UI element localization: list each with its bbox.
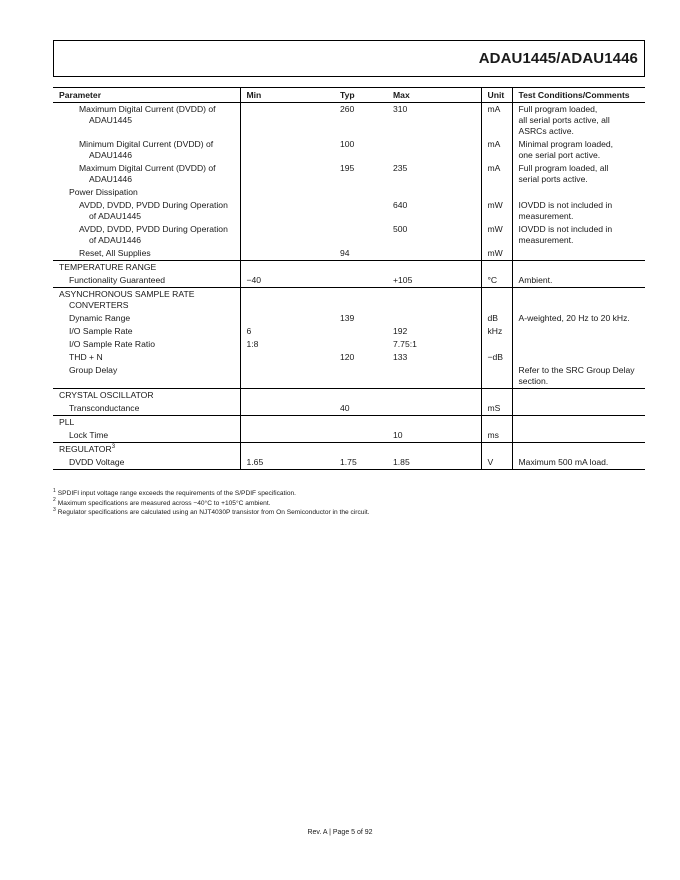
max-cell: 310 [393,104,408,114]
typ-cell [334,429,387,443]
unit-cell: dB [481,312,512,325]
table-section-row [53,261,645,275]
min-cell [240,103,334,139]
max-cell [387,312,481,325]
min-cell [240,138,334,162]
table-row [53,223,645,247]
max-cell [387,247,481,261]
table-row [53,274,645,288]
table-row [53,199,645,223]
conditions-cell [512,429,645,443]
section-label: CRYSTAL OSCILLATOR [53,389,240,403]
parameter-cell: Dynamic Range [69,313,131,323]
min-cell: 1:8 [240,338,334,351]
max-cell [387,138,481,162]
table-row [53,312,645,325]
unit-cell [481,364,512,389]
min-cell [240,351,334,364]
document-title: ADAU1445/ADAU1446 [478,50,638,67]
min-cell: 1.65 [240,456,334,470]
conditions-cell [512,247,645,261]
unit-cell: ms [481,429,512,443]
max-cell [387,402,481,416]
min-cell [240,162,334,186]
max-cell: +105 [393,275,413,285]
typ-cell: 120 [340,352,355,362]
min-cell [240,247,334,261]
unit-cell: mW [481,199,512,223]
conditions-cell: IOVDD is not included in measurement. [512,223,645,247]
conditions-cell: Full program loaded, all serial ports active. [512,162,645,186]
parameter-cell: AVDD, DVDD, PVDD During Operation of ADAU1445 [79,200,228,221]
table-row [53,186,645,199]
page-footer: Rev. A | Page 5 of 92 [307,829,373,836]
max-cell [387,364,481,389]
column-header-parameter: Parameter [53,88,240,103]
parameter-cell: Functionality Guaranteed [69,275,166,285]
typ-cell [334,223,387,247]
unit-cell: mA [481,138,512,162]
table-header-row [53,88,645,103]
min-cell [240,429,334,443]
min-cell: −40 [240,274,334,288]
conditions-cell: Minimal program loaded, one serial port active. [512,138,645,162]
unit-cell: mW [481,223,512,247]
typ-cell [334,199,387,223]
min-cell [240,402,334,416]
table-row [53,247,645,261]
typ-cell [334,325,387,338]
section-label: ASYNCHRONOUS SAMPLE RATE CONVERTERS [53,288,240,313]
parameter-cell: I/O Sample Rate Ratio [69,339,155,349]
conditions-cell: Full program loaded, all serial ports active, all ASRCs active. [512,103,645,139]
column-header-min: Min [240,88,334,103]
table-row [53,162,645,186]
conditions-cell: A-weighted, 20 Hz to 20 kHz. [512,312,645,325]
unit-cell: −dB [481,351,512,364]
conditions-cell: Refer to the SRC Group Delay section. [512,364,645,389]
min-cell [240,223,334,247]
footnote: $^1$ SPDIFI input voltage range exceeds the requirements of the S/PDIF specification. [53,487,297,497]
unit-cell: mA [481,162,512,186]
conditions-cell [512,325,645,338]
table-row [53,338,645,351]
unit-cell: V [481,456,512,470]
unit-cell: °C [481,274,512,288]
parameter-cell: Minimum Digital Current (DVDD) of ADAU1446 [79,139,214,160]
parameter-cell: Maximum Digital Current (DVDD) of ADAU1446 [79,163,216,184]
parameter-cell: Maximum Digital Current (DVDD) of ADAU1445 [79,104,216,125]
typ-cell: 195 [340,163,355,173]
parameter-cell: AVDD, DVDD, PVDD During Operation of ADAU1446 [79,224,228,245]
max-cell: 1.85 [387,456,481,470]
max-cell: 7.75:1 [393,339,417,349]
table-section-row [53,288,645,313]
footnote: $^3$ Regulator specifications are calculated using an NJT4030P transistor from On Semiconductor in the circuit. [53,507,370,517]
parameter-cell: Transconductance [69,403,140,413]
table-row [53,351,645,364]
max-cell: 10 [393,430,403,440]
column-header-conditions: Test Conditions/Comments [512,88,645,103]
conditions-cell: Maximum 500 mA load. [512,456,645,470]
parameter-group-label: Power Dissipation [69,187,138,197]
min-cell [240,199,334,223]
section-label: PLL [53,416,240,430]
conditions-cell: Ambient. [512,274,645,288]
header-box [53,40,645,77]
conditions-cell [512,402,645,416]
table-row [53,325,645,338]
table-section-row [53,443,645,457]
table-section-row [53,416,645,430]
typ-cell: 1.75 [334,456,387,470]
typ-cell: 139 [340,313,355,323]
column-header-typ: Typ [334,88,387,103]
max-cell: 235 [393,163,408,173]
unit-cell [481,338,512,351]
table-row [53,429,645,443]
table-row [53,402,645,416]
typ-cell: 40 [340,403,350,413]
table-row [53,103,645,139]
max-cell: 133 [393,352,408,362]
table-section-row [53,389,645,403]
min-cell [240,364,334,389]
unit-cell: mA [481,103,512,139]
min-cell: 6 [240,325,334,338]
section-label: TEMPERATURE RANGE [53,261,240,275]
typ-cell [334,274,387,288]
typ-cell [334,364,387,389]
specifications-table [53,87,645,470]
parameter-cell: Lock Time [69,430,109,440]
unit-cell: mS [481,402,512,416]
parameter-cell: Group Delay [69,365,118,375]
conditions-cell [512,338,645,351]
column-header-unit: Unit [481,88,512,103]
parameter-cell: THD + N [69,352,103,362]
footnote-marker: 3 [111,444,116,451]
footnote: $^2$ Maximum specifications are measured across −40°C to +105°C ambient. [53,497,271,507]
typ-cell: 94 [340,248,350,258]
max-cell: 500 [393,224,408,234]
table-row [53,138,645,162]
table-row [53,364,645,389]
min-cell [240,312,334,325]
conditions-cell: IOVDD is not included in measurement. [512,199,645,223]
table-row [53,456,645,470]
max-cell: 192 [393,326,408,336]
typ-cell: 100 [340,139,355,149]
parameter-cell: DVDD Voltage [53,456,240,470]
section-label: REGULATOR$^3$ [53,443,240,457]
parameter-cell: Reset, All Supplies [79,248,151,258]
unit-cell: mW [481,247,512,261]
typ-cell: 260 [340,104,355,114]
conditions-cell [512,351,645,364]
unit-cell: kHz [481,325,512,338]
parameter-cell: I/O Sample Rate [69,326,133,336]
column-header-max: Max [387,88,481,103]
footnotes [53,489,653,518]
typ-cell [334,338,387,351]
max-cell: 640 [393,200,408,210]
